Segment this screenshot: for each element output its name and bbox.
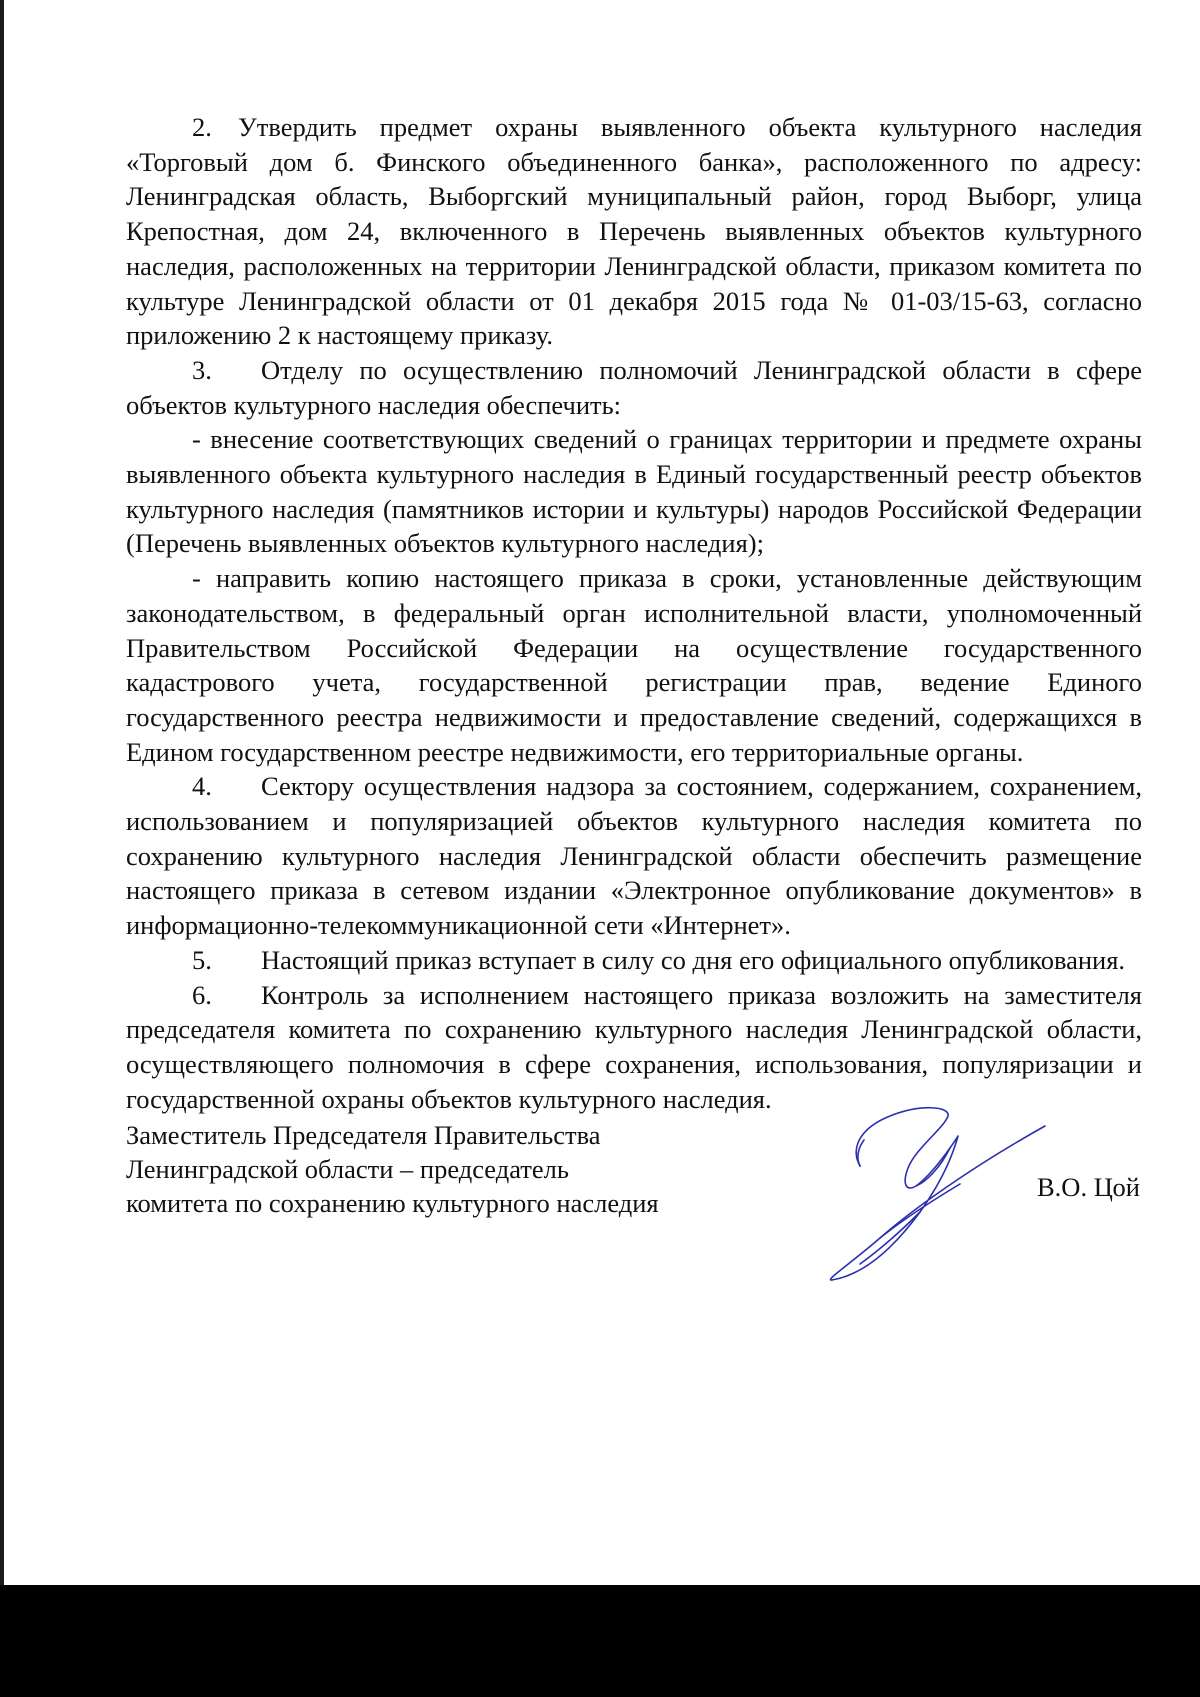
paragraph-4 [126, 769, 1142, 943]
paragraph-text: Настоящий приказ вступает в силу со дня его официального опубликования. [261, 944, 1126, 975]
paragraph-3 [126, 353, 1142, 422]
paragraph-text: Утвердить предмет охраны выявленного объекта культурного наследия «Торговый дом б. Финского объединенного банка», расположенного по адресу: Ленинградская область, Выборгский муниципальный район, город Выборг, улица Крепостная, дом 24, включенного в Перечень выявленных объектов культурного наследия, расположенных на территории Ленинградской области, приказом комитета по культуре Ленинградской области от 01 декабря 2015 года № 01-03/15-63, согласно приложению 2 к настоящему приказу. [126, 112, 1142, 351]
position-line: комитета по сохранению культурного наследия [126, 1188, 659, 1218]
scan-border [0, 1585, 1200, 1697]
position-line: Заместитель Председателя Правительства [126, 1120, 601, 1150]
paragraph-number: 5. [192, 944, 212, 975]
position-line: Ленинградской области – председатель [126, 1154, 569, 1184]
paragraph-text: Сектору осуществления надзора за состоянием, содержанием, сохранением, использованием и популяризацией объектов культурного наследия комитета по сохранению культурного наследия Ленинградской области обеспечить размещение настоящего приказа в сетевом издании «Электронное опубликование документов» в информационно-телекоммуникационной сети «Интернет». [126, 771, 1142, 941]
paragraph-text: Контроль за исполнением настоящего приказа возложить на заместителя председателя комитета по сохранению культурного наследия Ленинградской области, осуществляющего полномочия в сфере сохранения, использования, популяризации и государственной охраны объектов культурного наследия. [126, 979, 1142, 1114]
paragraph-number: 3. [192, 354, 212, 385]
paragraph-2 [126, 110, 1142, 353]
paragraph-number: 2. [192, 112, 212, 142]
scan-edge [0, 0, 4, 1585]
document-body [126, 110, 1142, 1116]
signer-name: В.О. Цой [1037, 1172, 1140, 1202]
paragraph-number: 4. [192, 771, 212, 802]
paragraph-3-item-1: - внесение соответствующих сведений о границах территории и предмете охраны выявленного объекта культурного наследия в Единый государственный реестр объектов культурного наследия (памятников истории и культуры) народов Российской Федерации (Перечень выявленных объектов культурного наследия); [126, 424, 1142, 559]
handwritten-signature [820, 1088, 1065, 1283]
signatory-position [126, 1118, 659, 1220]
paragraph-number: 6. [192, 979, 212, 1010]
paragraph-3-item-2: - направить копию настоящего приказа в сроки, установленные действующим законодательством, в федеральный орган исполнительной власти, уполномоченный Правительством Российской Федерации на осуществление государственного кадастрового учета, государственной регистрации прав, ведение Единого государственного реестра недвижимости и предоставление сведений, содержащихся в Едином государственном реестре недвижимости, его территориальные органы. [126, 563, 1142, 767]
paragraph-text: Отделу по осуществлению полномочий Ленинградской области в сфере объектов культурного наследия обеспечить: [126, 354, 1142, 420]
paragraph-5 [126, 943, 1142, 978]
